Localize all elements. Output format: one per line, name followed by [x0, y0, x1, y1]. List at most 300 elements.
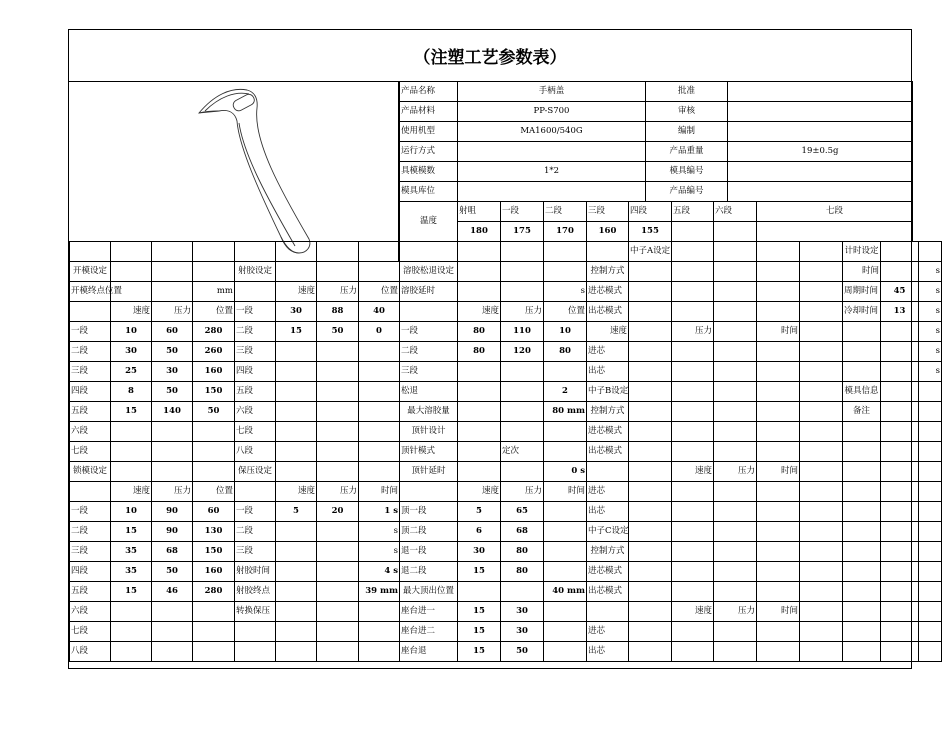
settings-cell: 速度	[276, 282, 317, 302]
settings-cell: 50	[152, 562, 193, 582]
settings-cell	[501, 362, 544, 382]
settings-cell: 40	[359, 302, 400, 322]
settings-row	[70, 502, 942, 522]
info-cell	[728, 102, 913, 122]
settings-cell	[800, 542, 843, 562]
settings-cell: 压力	[152, 302, 193, 322]
settings-cell	[629, 422, 672, 442]
settings-cell	[757, 342, 800, 362]
settings-cell: 80	[544, 342, 587, 362]
info-row	[400, 162, 913, 182]
settings-row	[70, 462, 942, 482]
temp-header-row	[400, 202, 913, 222]
settings-cell: 速度	[458, 482, 501, 502]
sheet-title: （注塑工艺参数表）	[69, 30, 911, 82]
temp-header: 三段	[587, 202, 629, 222]
settings-cell	[359, 242, 400, 262]
settings-cell: 五段	[70, 402, 111, 422]
settings-cell	[629, 302, 672, 322]
settings-cell: 三段	[400, 362, 458, 382]
settings-cell: 35	[111, 562, 152, 582]
settings-cell: 90	[152, 502, 193, 522]
info-cell	[728, 182, 913, 202]
settings-cell: 68	[152, 542, 193, 562]
settings-cell	[359, 262, 400, 282]
settings-cell	[800, 442, 843, 462]
settings-cell	[400, 242, 458, 262]
settings-cell	[757, 362, 800, 382]
product-drawing	[69, 81, 399, 262]
settings-cell: 顶二段	[400, 522, 458, 542]
settings-cell	[919, 542, 942, 562]
settings-cell: 压力	[317, 282, 359, 302]
info-cell	[458, 182, 646, 202]
settings-cell: 速度	[111, 482, 152, 502]
settings-cell	[714, 342, 757, 362]
settings-cell	[111, 622, 152, 642]
settings-cell	[501, 282, 544, 302]
settings-cell	[672, 522, 714, 542]
settings-cell: s	[919, 302, 942, 322]
settings-cell	[317, 362, 359, 382]
settings-cell: 10	[111, 502, 152, 522]
settings-cell: 开模设定	[70, 262, 111, 282]
settings-cell: 顶针模式	[400, 442, 458, 462]
settings-cell: 进芯模式	[587, 562, 629, 582]
settings-cell: 五段	[235, 382, 276, 402]
settings-cell	[757, 302, 800, 322]
settings-row	[70, 262, 942, 282]
settings-cell	[672, 242, 714, 262]
settings-cell: 65	[501, 502, 544, 522]
temperature-table	[399, 201, 913, 242]
settings-cell	[152, 242, 193, 262]
info-cell: 1*2	[458, 162, 646, 182]
settings-cell: 速度	[458, 302, 501, 322]
settings-cell	[843, 522, 881, 542]
settings-cell: 七段	[70, 442, 111, 462]
settings-cell	[359, 462, 400, 482]
settings-cell	[458, 382, 501, 402]
settings-cell	[672, 282, 714, 302]
settings-cell	[672, 642, 714, 662]
settings-cell: 30	[458, 542, 501, 562]
temp-value	[757, 222, 913, 242]
settings-cell: 一段	[70, 322, 111, 342]
settings-cell	[276, 602, 317, 622]
settings-cell	[800, 482, 843, 502]
settings-cell: 保压设定	[235, 462, 276, 482]
temp-value	[714, 222, 757, 242]
settings-cell	[276, 542, 317, 562]
settings-cell: 五段	[70, 582, 111, 602]
settings-cell: 射胶终点	[235, 582, 276, 602]
settings-cell	[317, 622, 359, 642]
settings-cell: 5	[276, 502, 317, 522]
settings-cell: 压力	[501, 482, 544, 502]
settings-cell	[276, 562, 317, 582]
settings-row	[70, 322, 942, 342]
settings-cell: 退二段	[400, 562, 458, 582]
settings-cell	[152, 602, 193, 622]
settings-cell	[70, 302, 111, 322]
settings-cell: 30	[111, 342, 152, 362]
settings-cell: 0	[359, 322, 400, 342]
settings-cell: 时间	[757, 322, 800, 342]
info-cell: MA1600/540G	[458, 122, 646, 142]
settings-cell	[544, 562, 587, 582]
settings-cell	[276, 262, 317, 282]
settings-cell	[587, 602, 629, 622]
settings-cell: 6	[458, 522, 501, 542]
settings-cell	[544, 542, 587, 562]
settings-cell	[317, 522, 359, 542]
info-cell: 运行方式	[400, 142, 458, 162]
settings-cell: 最大顶出位置	[400, 582, 458, 602]
settings-cell	[800, 522, 843, 542]
settings-cell	[843, 342, 881, 362]
settings-cell: 80	[501, 562, 544, 582]
settings-cell: 150	[193, 542, 235, 562]
settings-cell	[152, 622, 193, 642]
settings-cell	[235, 642, 276, 662]
settings-cell: 压力	[672, 322, 714, 342]
settings-cell: 15	[458, 562, 501, 582]
settings-cell: 出芯	[587, 362, 629, 382]
settings-cell	[757, 442, 800, 462]
settings-cell	[714, 562, 757, 582]
settings-cell: 35	[111, 542, 152, 562]
settings-cell: 10	[111, 322, 152, 342]
settings-cell	[800, 602, 843, 622]
settings-cell	[843, 422, 881, 442]
settings-cell	[276, 362, 317, 382]
info-cell: 产品材料	[400, 102, 458, 122]
settings-cell	[843, 502, 881, 522]
settings-row	[70, 542, 942, 562]
settings-cell	[919, 462, 942, 482]
settings-cell: 四段	[70, 382, 111, 402]
settings-cell	[152, 642, 193, 662]
settings-row	[70, 282, 942, 302]
settings-cell	[881, 322, 919, 342]
settings-cell: 110	[501, 322, 544, 342]
settings-cell	[111, 262, 152, 282]
settings-cell: 88	[317, 302, 359, 322]
settings-cell	[317, 462, 359, 482]
settings-cell	[757, 422, 800, 442]
settings-cell: 射胶设定	[235, 262, 276, 282]
settings-cell	[843, 362, 881, 382]
settings-cell	[501, 382, 544, 402]
settings-cell: 速度	[111, 302, 152, 322]
settings-cell	[800, 422, 843, 442]
process-settings-table	[69, 241, 942, 662]
settings-cell	[881, 602, 919, 622]
settings-cell	[317, 642, 359, 662]
settings-cell: s	[359, 522, 400, 542]
settings-cell	[400, 482, 458, 502]
settings-cell	[919, 522, 942, 542]
settings-cell: s	[359, 542, 400, 562]
settings-cell: 30	[501, 622, 544, 642]
settings-cell	[544, 622, 587, 642]
settings-cell	[843, 462, 881, 482]
settings-cell	[757, 542, 800, 562]
product-info-table	[399, 81, 913, 202]
settings-cell: 座台进二	[400, 622, 458, 642]
settings-cell: 压力	[714, 602, 757, 622]
settings-cell	[629, 342, 672, 362]
settings-cell	[544, 262, 587, 282]
settings-row	[70, 582, 942, 602]
settings-cell: 中子A设定	[629, 242, 672, 262]
settings-cell	[757, 242, 800, 262]
settings-cell	[757, 262, 800, 282]
settings-cell	[235, 242, 276, 262]
settings-cell	[714, 242, 757, 262]
settings-cell	[629, 622, 672, 642]
settings-cell: 位置	[359, 282, 400, 302]
settings-cell	[714, 622, 757, 642]
settings-cell	[193, 262, 235, 282]
settings-cell: 15	[111, 402, 152, 422]
settings-cell	[544, 442, 587, 462]
settings-cell: 46	[152, 582, 193, 602]
info-row	[400, 102, 913, 122]
settings-cell	[714, 482, 757, 502]
settings-cell	[881, 522, 919, 542]
settings-cell	[881, 442, 919, 462]
settings-cell	[501, 402, 544, 422]
settings-cell: 控制方式	[587, 262, 629, 282]
settings-cell: 转换保压	[235, 602, 276, 622]
settings-cell	[544, 522, 587, 542]
settings-cell: 60	[152, 322, 193, 342]
settings-cell: 4 s	[359, 562, 400, 582]
settings-cell	[544, 642, 587, 662]
settings-cell	[672, 342, 714, 362]
settings-cell	[672, 402, 714, 422]
settings-cell: 一段	[235, 502, 276, 522]
settings-cell: 定次	[501, 442, 544, 462]
settings-row	[70, 602, 942, 622]
settings-cell	[757, 622, 800, 642]
info-cell: 产品编号	[646, 182, 728, 202]
settings-row	[70, 342, 942, 362]
settings-cell	[672, 582, 714, 602]
settings-cell	[843, 642, 881, 662]
settings-cell: 退一段	[400, 542, 458, 562]
settings-cell	[672, 362, 714, 382]
settings-cell: 一段	[400, 322, 458, 342]
info-cell: PP-S700	[458, 102, 646, 122]
settings-cell	[881, 622, 919, 642]
settings-cell	[919, 622, 942, 642]
settings-cell	[800, 402, 843, 422]
temp-value: 160	[587, 222, 629, 242]
settings-cell	[800, 262, 843, 282]
settings-cell	[501, 242, 544, 262]
settings-cell	[714, 322, 757, 342]
settings-cell: 进芯	[587, 342, 629, 362]
settings-cell	[629, 262, 672, 282]
settings-cell: 射胶时间	[235, 562, 276, 582]
settings-cell	[458, 462, 501, 482]
settings-cell: 时间	[757, 462, 800, 482]
settings-cell	[714, 542, 757, 562]
settings-cell	[672, 542, 714, 562]
settings-cell: 备注	[843, 402, 881, 422]
settings-cell	[544, 242, 587, 262]
settings-cell: 120	[501, 342, 544, 362]
settings-cell	[317, 262, 359, 282]
settings-cell: 45	[881, 282, 919, 302]
settings-cell	[919, 442, 942, 462]
info-cell: 模具编号	[646, 162, 728, 182]
settings-cell	[629, 642, 672, 662]
settings-cell: 七段	[235, 422, 276, 442]
settings-cell: 四段	[70, 562, 111, 582]
settings-cell	[800, 562, 843, 582]
settings-cell: 160	[193, 362, 235, 382]
settings-cell	[800, 622, 843, 642]
settings-cell: 出芯	[587, 502, 629, 522]
settings-cell: 三段	[70, 542, 111, 562]
settings-cell	[881, 402, 919, 422]
temp-header: 射咀	[458, 202, 501, 222]
settings-cell: 90	[152, 522, 193, 542]
settings-cell	[672, 622, 714, 642]
temp-value-row	[400, 222, 913, 242]
settings-cell	[70, 242, 111, 262]
settings-cell: 七段	[70, 622, 111, 642]
info-cell: 产品重量	[646, 142, 728, 162]
settings-cell	[359, 342, 400, 362]
settings-cell	[276, 642, 317, 662]
settings-cell: 0 s	[544, 462, 587, 482]
settings-cell	[757, 582, 800, 602]
settings-cell	[881, 562, 919, 582]
settings-cell	[276, 522, 317, 542]
settings-cell: mm	[193, 282, 235, 302]
settings-cell: 压力	[501, 302, 544, 322]
settings-cell: 速度	[276, 482, 317, 502]
info-cell	[728, 82, 913, 102]
settings-cell	[672, 382, 714, 402]
settings-cell: s	[919, 282, 942, 302]
settings-row	[70, 482, 942, 502]
settings-cell: 40 mm	[544, 582, 587, 602]
info-cell	[728, 122, 913, 142]
settings-cell: s	[919, 262, 942, 282]
settings-cell: 三段	[70, 362, 111, 382]
settings-cell: 冷却时间	[843, 302, 881, 322]
settings-cell	[757, 642, 800, 662]
settings-cell	[881, 642, 919, 662]
settings-cell	[881, 422, 919, 442]
info-row	[400, 182, 913, 202]
settings-cell	[629, 502, 672, 522]
settings-cell	[629, 362, 672, 382]
settings-row	[70, 242, 942, 262]
info-cell: 使用机型	[400, 122, 458, 142]
settings-cell	[629, 582, 672, 602]
settings-cell: 二段	[235, 522, 276, 542]
settings-cell: 顶针延时	[400, 462, 458, 482]
temp-header: 五段	[672, 202, 714, 222]
settings-cell	[800, 242, 843, 262]
settings-cell: 130	[193, 522, 235, 542]
settings-cell	[714, 402, 757, 422]
settings-cell: 39 mm	[359, 582, 400, 602]
settings-cell	[317, 442, 359, 462]
settings-cell: 位置	[193, 302, 235, 322]
settings-cell	[193, 622, 235, 642]
settings-cell	[919, 562, 942, 582]
settings-cell: 二段	[235, 322, 276, 342]
settings-cell: 计时设定	[843, 242, 881, 262]
settings-cell: 六段	[70, 602, 111, 622]
settings-cell	[111, 462, 152, 482]
settings-cell: 260	[193, 342, 235, 362]
settings-cell: 15	[111, 522, 152, 542]
settings-cell	[152, 442, 193, 462]
settings-cell	[757, 282, 800, 302]
settings-cell	[276, 622, 317, 642]
settings-cell: 50	[501, 642, 544, 662]
settings-cell	[276, 342, 317, 362]
settings-cell	[276, 462, 317, 482]
settings-cell: s	[919, 342, 942, 362]
settings-cell: 时间	[359, 482, 400, 502]
settings-cell	[629, 382, 672, 402]
settings-cell	[800, 642, 843, 662]
settings-cell	[458, 402, 501, 422]
settings-cell: 三段	[235, 542, 276, 562]
settings-cell	[359, 422, 400, 442]
settings-cell	[501, 462, 544, 482]
settings-cell: 15	[458, 602, 501, 622]
settings-cell	[317, 582, 359, 602]
settings-row	[70, 562, 942, 582]
settings-cell: 160	[193, 562, 235, 582]
settings-cell	[317, 422, 359, 442]
settings-cell	[881, 362, 919, 382]
settings-cell: s	[919, 362, 942, 382]
settings-cell: 位置	[544, 302, 587, 322]
settings-cell: 80	[501, 542, 544, 562]
settings-cell: 50	[193, 402, 235, 422]
settings-cell	[881, 482, 919, 502]
settings-cell	[629, 442, 672, 462]
settings-cell	[919, 602, 942, 622]
info-cell: 编制	[646, 122, 728, 142]
handle-cover-drawing	[69, 81, 397, 260]
settings-cell: 时间	[544, 482, 587, 502]
settings-cell	[843, 602, 881, 622]
settings-cell: 140	[152, 402, 193, 422]
settings-cell	[317, 342, 359, 362]
settings-cell	[152, 462, 193, 482]
settings-cell	[714, 282, 757, 302]
settings-cell	[757, 502, 800, 522]
settings-cell	[800, 582, 843, 602]
settings-cell: 进芯模式	[587, 282, 629, 302]
info-cell	[458, 142, 646, 162]
temp-label: 温度	[400, 202, 458, 242]
settings-cell: 30	[501, 602, 544, 622]
